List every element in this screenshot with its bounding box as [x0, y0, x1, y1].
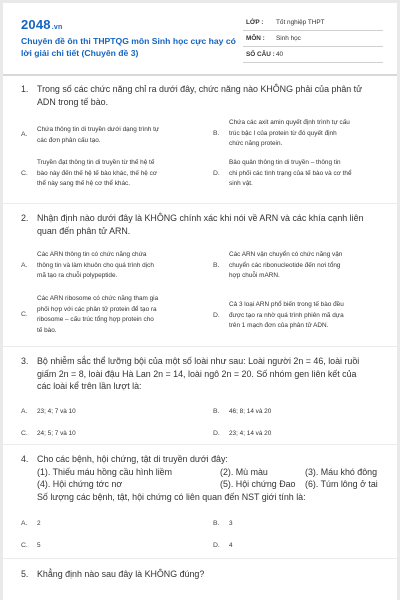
question-stem: 1. Trong số các chức năng chỉ ra dưới đây, chức năng nào KHÔNG phải của phân tử ADN trong tế bào. — [21, 84, 363, 107]
question-3: 3. Bộ nhiễm sắc thể lưỡng bội của một số loài như sau: Loài người 2n = 46, loài ruồi giấm 2n = 8, loài đậu Hà Lan 2n = 14, loài ngô 2n = 20. Số nhóm gen liên kết của các loài kể trên lần lượt là: A. 23; 4; 7 và 10 B. 46; 8; 14 và 20 C. 24; 5; 7 và 10 D. 23; 4; 14 và 20 — [21, 355, 383, 393]
question-divider — [3, 558, 397, 559]
question-stem: 3. Bộ nhiễm sắc thể lưỡng bội của một số loài như sau: Loài người 2n = 46, loài ruồi giấm 2n = 8, loài đậu Hà Lan 2n = 14, loài ngô 2n = 20. Số nhóm gen liên kết của các loài kể trên lần lượt là: — [21, 356, 360, 391]
header-divider — [3, 74, 397, 76]
meta-row-count: SỐ CÂU : 40 — [243, 47, 383, 63]
document-title: Chuyên đề ôn thi THPTQG môn Sinh học cực hay có lời giải chi tiết (Chuyên đề 3) — [21, 36, 236, 58]
question-5 — [21, 568, 383, 581]
document-meta — [243, 15, 383, 63]
meta-row-class: LỚP : Tốt nghiệp THPT — [243, 15, 383, 31]
question-divider — [3, 444, 397, 445]
document-page — [3, 3, 397, 600]
question-stem: 5. Khẳng định nào sau đây là KHÔNG đúng? — [21, 569, 205, 579]
item-row: (1). Thiếu máu hồng cầu hình liềm (2). Mù màu (3). Máu khó đông — [37, 466, 378, 477]
question-stem: 2. Nhận định nào dưới đây là KHÔNG chính xác khi nói về ARN và các khía cạnh liên quan đến phân tử ARN. — [21, 213, 364, 236]
question-stem: 4. Cho các bệnh, hội chứng, tật di truyền dưới đây: (1). Thiếu máu hồng cầu hình liềm (2). Mù màu (3). Máu khó đông (4). Hội chứng tớc nơ (5). Hội chứng Đao (6). Túm lông ở tai Số lượng các bệnh, tật, hội chứng có liên quan đến NST giới tính là: — [21, 453, 383, 503]
item-row: (4). Hội chứng tớc nơ (5). Hội chứng Đao (6). Túm lông ở tai — [37, 479, 378, 489]
document-header — [21, 13, 381, 63]
question-4: 4. Cho các bệnh, hội chứng, tật di truyền dưới đây: (1). Thiếu máu hồng cầu hình liềm (2). Mù màu (3). Máu khó đông (4). Hội chứng tớc nơ (5). Hội chứng Đao (6). Túm lông ở tai Số lượng các bệnh, tật, hội chứng có liên quan đến NST giới tính là: A. 2 B. 3 C. 5 D. 4 — [21, 453, 383, 503]
site-logo[interactable]: 2048.vn — [21, 17, 63, 32]
meta-row-subject: MÔN : Sinh học — [243, 31, 383, 47]
question-2: 2. Nhận định nào dưới đây là KHÔNG chính xác khi nói về ARN và các khía cạnh liên quan đến phân tử ARN. A. Các ARN thông tin có chức năng chứa thông tin và làm khuôn cho quá trình dịch mã tạo ra chuỗi polypeptide. B. Các ARN vận chuyển có chức năng vận chuyển các ribonucleotide đến nơi tổng hợp chuỗi mARN. C. Các ARN ribosome có chức năng tham gia phối hợp với các phân tử protein để tạo ra ribosome – cấu trúc tổng hợp protein cho tế bào. D. Cả 3 loại ARN phổ biến trong tế bào đều được tạo ra nhờ quá trình phiên mã dựa trên 1 mạch đơn của phân tử ADN. — [21, 212, 383, 237]
question-divider — [3, 346, 397, 347]
question-1: 1. Trong số các chức năng chỉ ra dưới đây, chức năng nào KHÔNG phải của phân tử ADN trong tế bào. A. Chứa thông tin di truyền dưới dạng trình tự các đơn phân cấu tạo. B. Chứa các axit amin quyết định trình tự cấu trúc bậc I của protein từ đó quyết định chức năng protein. C. Truyền đạt thông tin di truyền từ thế hệ tế bào này đến thế hệ tế bào khác, thế hệ cơ thể này sang thế hệ cơ thể khác. D. Bảo quản thông tin di truyền – thông tin chi phối các tình trạng của tế bào và cơ thể sinh vật. — [21, 83, 383, 108]
question-divider — [3, 203, 397, 204]
